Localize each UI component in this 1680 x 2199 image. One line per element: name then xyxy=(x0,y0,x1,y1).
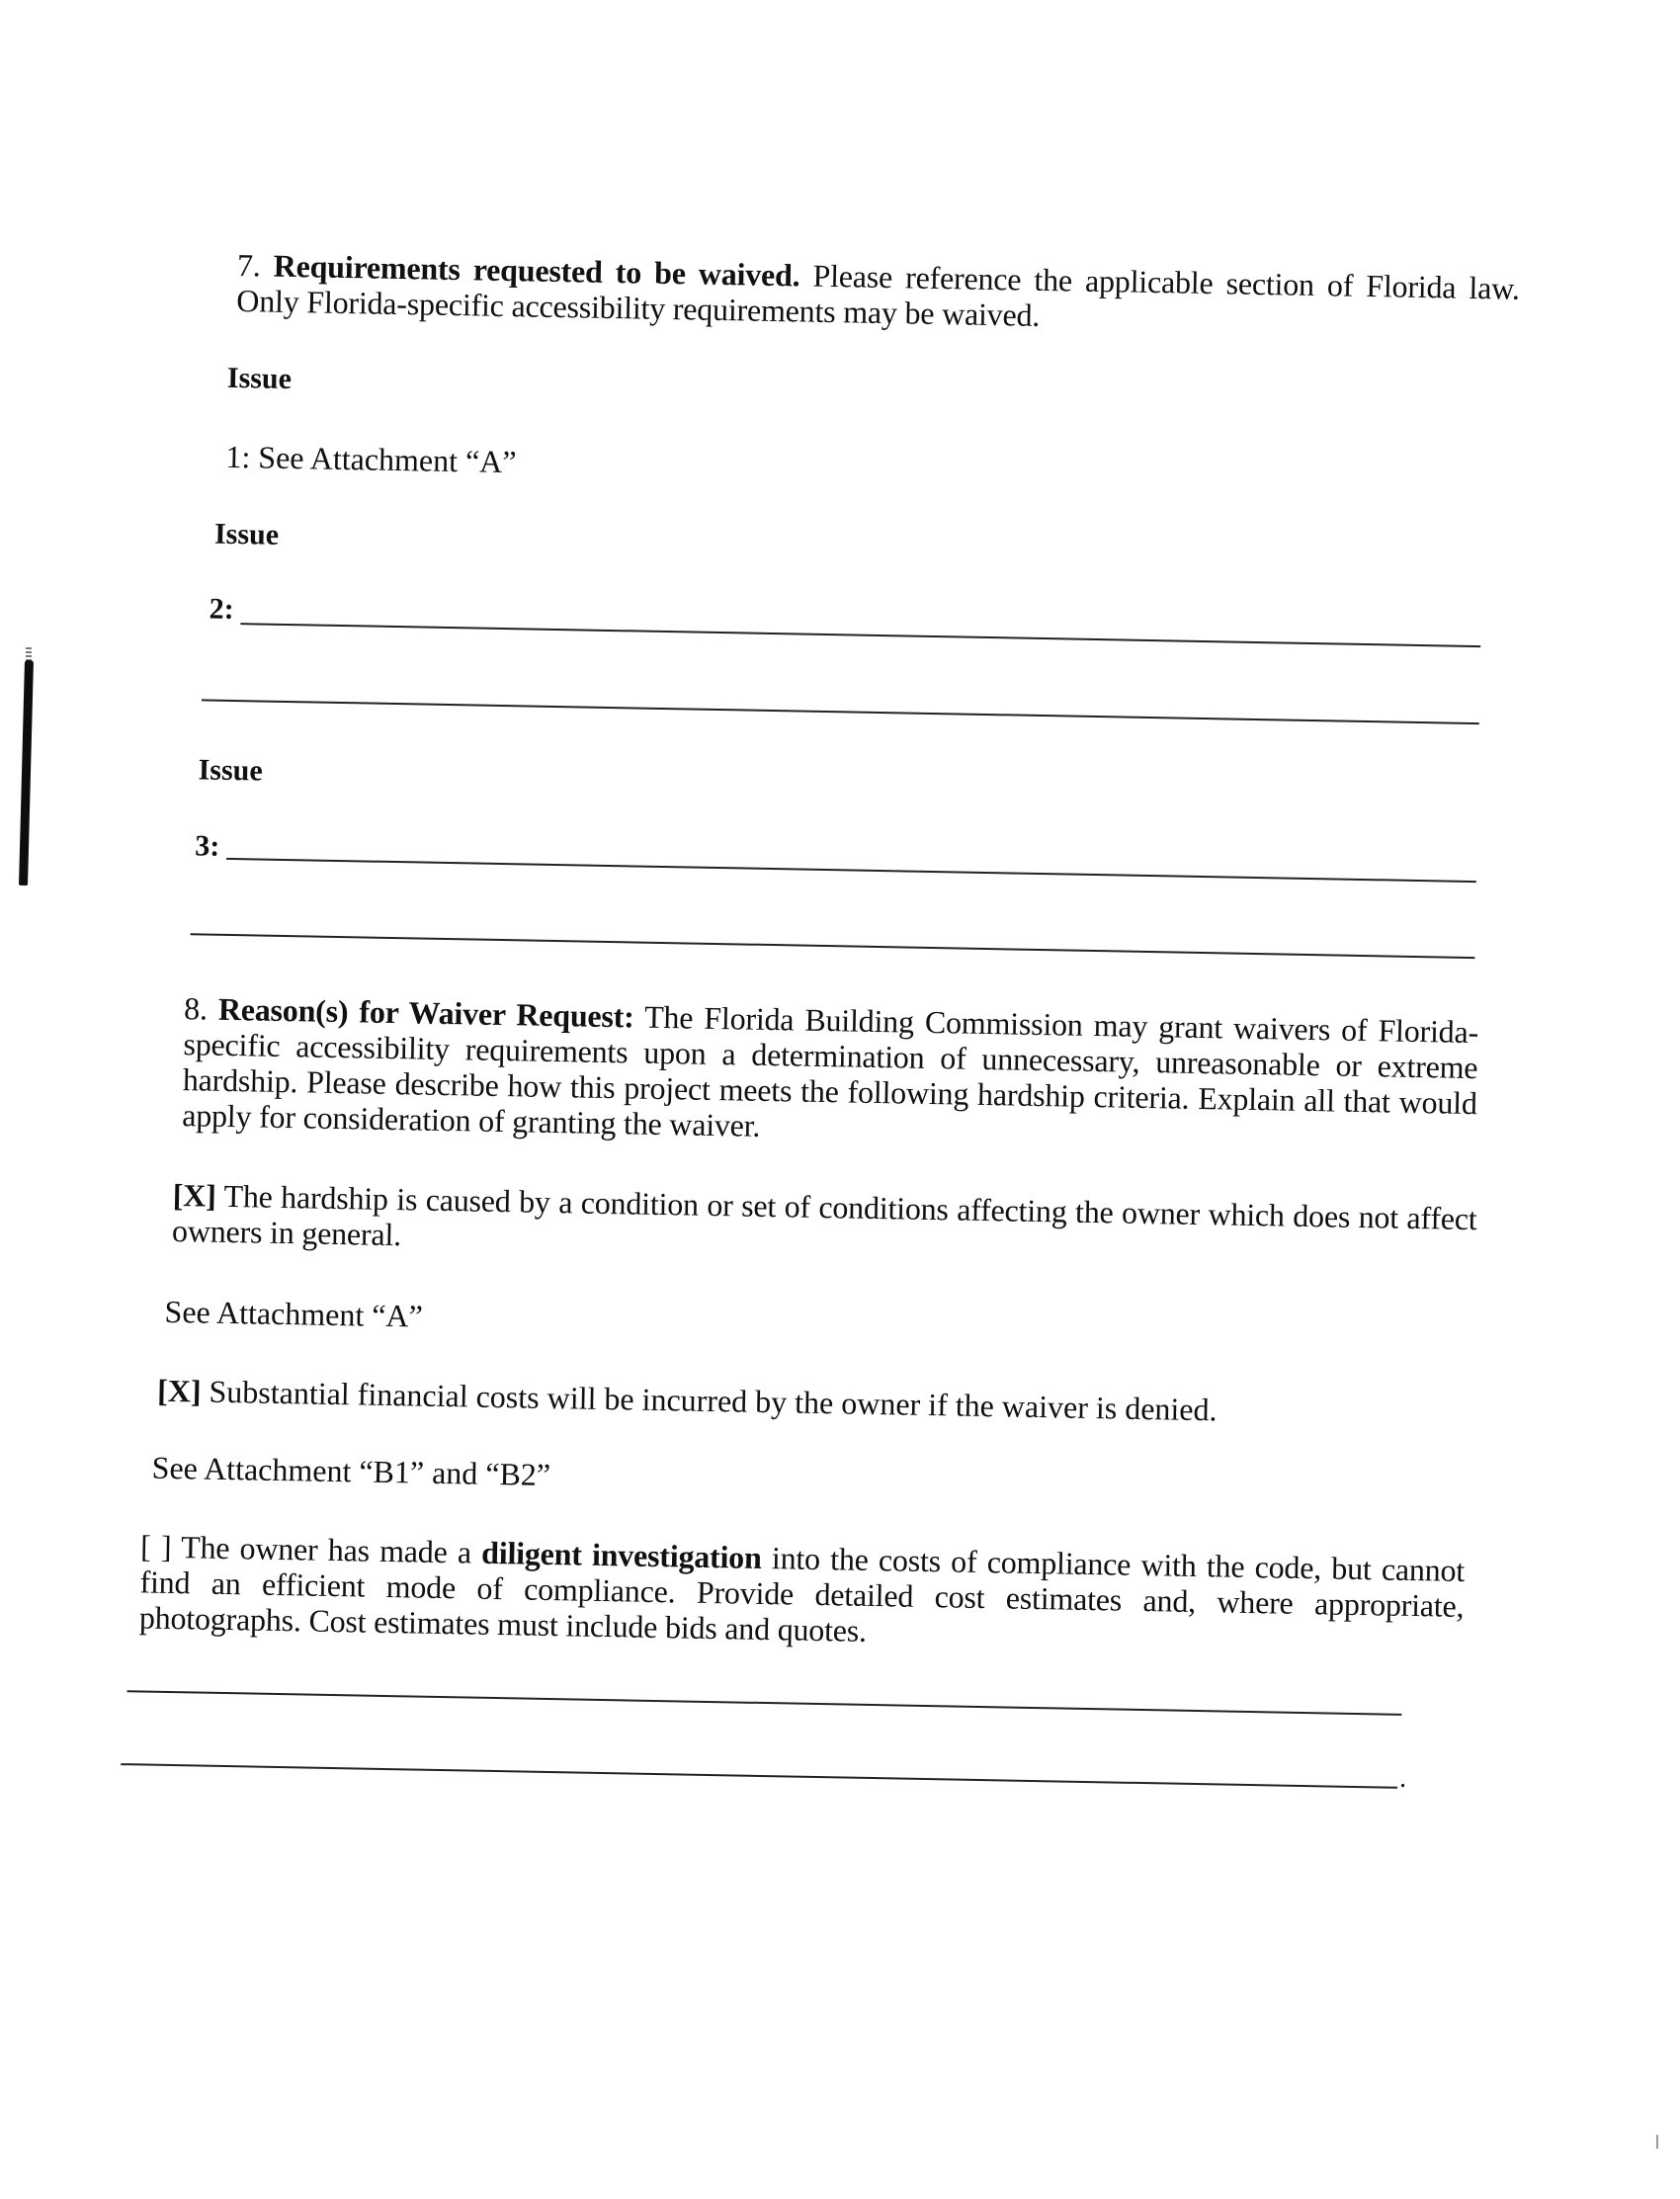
issue-1-heading: Issue xyxy=(226,361,293,396)
section-7-body: Please reference the applicable section of Florida law. Only Florida-specific accessibility requirements may be waived. xyxy=(236,257,1521,333)
criterion-2-text: Substantial financial costs will be incurred by the owner if the waiver is denied. xyxy=(209,1373,1218,1428)
scan-artifact-corner xyxy=(1656,2135,1658,2149)
section-8-intro xyxy=(182,990,1478,1156)
criterion-1-checkbox[interactable]: [X] xyxy=(172,1176,216,1214)
trailing-period: . xyxy=(1398,1762,1407,1794)
issue-2-input-line-2[interactable] xyxy=(202,699,1479,724)
criterion-2-checkbox[interactable]: [X] xyxy=(156,1372,202,1409)
criterion-3-input-line-1[interactable] xyxy=(127,1690,1402,1716)
criterion-1-response[interactable]: See Attachment “A” xyxy=(164,1293,424,1334)
criterion-2 xyxy=(157,1373,1462,1432)
criterion-3-text-after: into the costs of compliance with the code, but cannot find an efficient mode of compliance. Provide detailed cost estimates and, where appropriate, photographs. Cost estimates must include bids and quotes. xyxy=(138,1540,1466,1649)
criterion-2-response[interactable]: See Attachment “B1” and “B2” xyxy=(151,1449,551,1493)
section-8-number: 8. xyxy=(183,990,209,1027)
section-8-body: The Florida Building Commission may grant waivers of Florida-specific accessibility requirements upon a determination of unnecessary, unreasonable or extreme hardship. Please describe how this project meets the following hardship criteria. Explain all that would apply for consideration of granting the waiver. xyxy=(181,998,1479,1143)
section-7-title: Requirements requested to be waived. xyxy=(273,247,800,294)
issue-3-heading: Issue xyxy=(198,753,263,788)
criterion-3-text-before: The owner has made a xyxy=(180,1529,472,1570)
section-7-number: 7. xyxy=(236,247,261,284)
section-7-intro xyxy=(236,247,1520,342)
issue-2-heading: Issue xyxy=(213,517,280,551)
criterion-3 xyxy=(139,1528,1466,1659)
issue-2-input-line-1[interactable] xyxy=(240,623,1480,647)
issue-3-input-line-2[interactable] xyxy=(191,933,1475,959)
criterion-3-text-bold: diligent investigation xyxy=(480,1534,762,1575)
issue-3-input-line-1[interactable] xyxy=(226,858,1476,883)
criterion-1-text: The hardship is caused by a condition or set of conditions affecting the owner which does not affect owners in general. xyxy=(171,1177,1477,1253)
section-8-title: Reason(s) for Waiver Request: xyxy=(217,990,635,1035)
issue-1-row xyxy=(225,439,517,479)
criterion-1 xyxy=(172,1177,1477,1272)
issue-3-label: 3: xyxy=(194,829,220,863)
issue-1-value[interactable]: See Attachment “A” xyxy=(258,439,517,480)
issue-2-label: 2: xyxy=(209,592,234,626)
issue-1-label: 1: xyxy=(225,438,251,475)
criterion-3-input-line-2[interactable] xyxy=(121,1763,1397,1789)
criterion-3-checkbox[interactable]: [ ] xyxy=(139,1528,172,1565)
